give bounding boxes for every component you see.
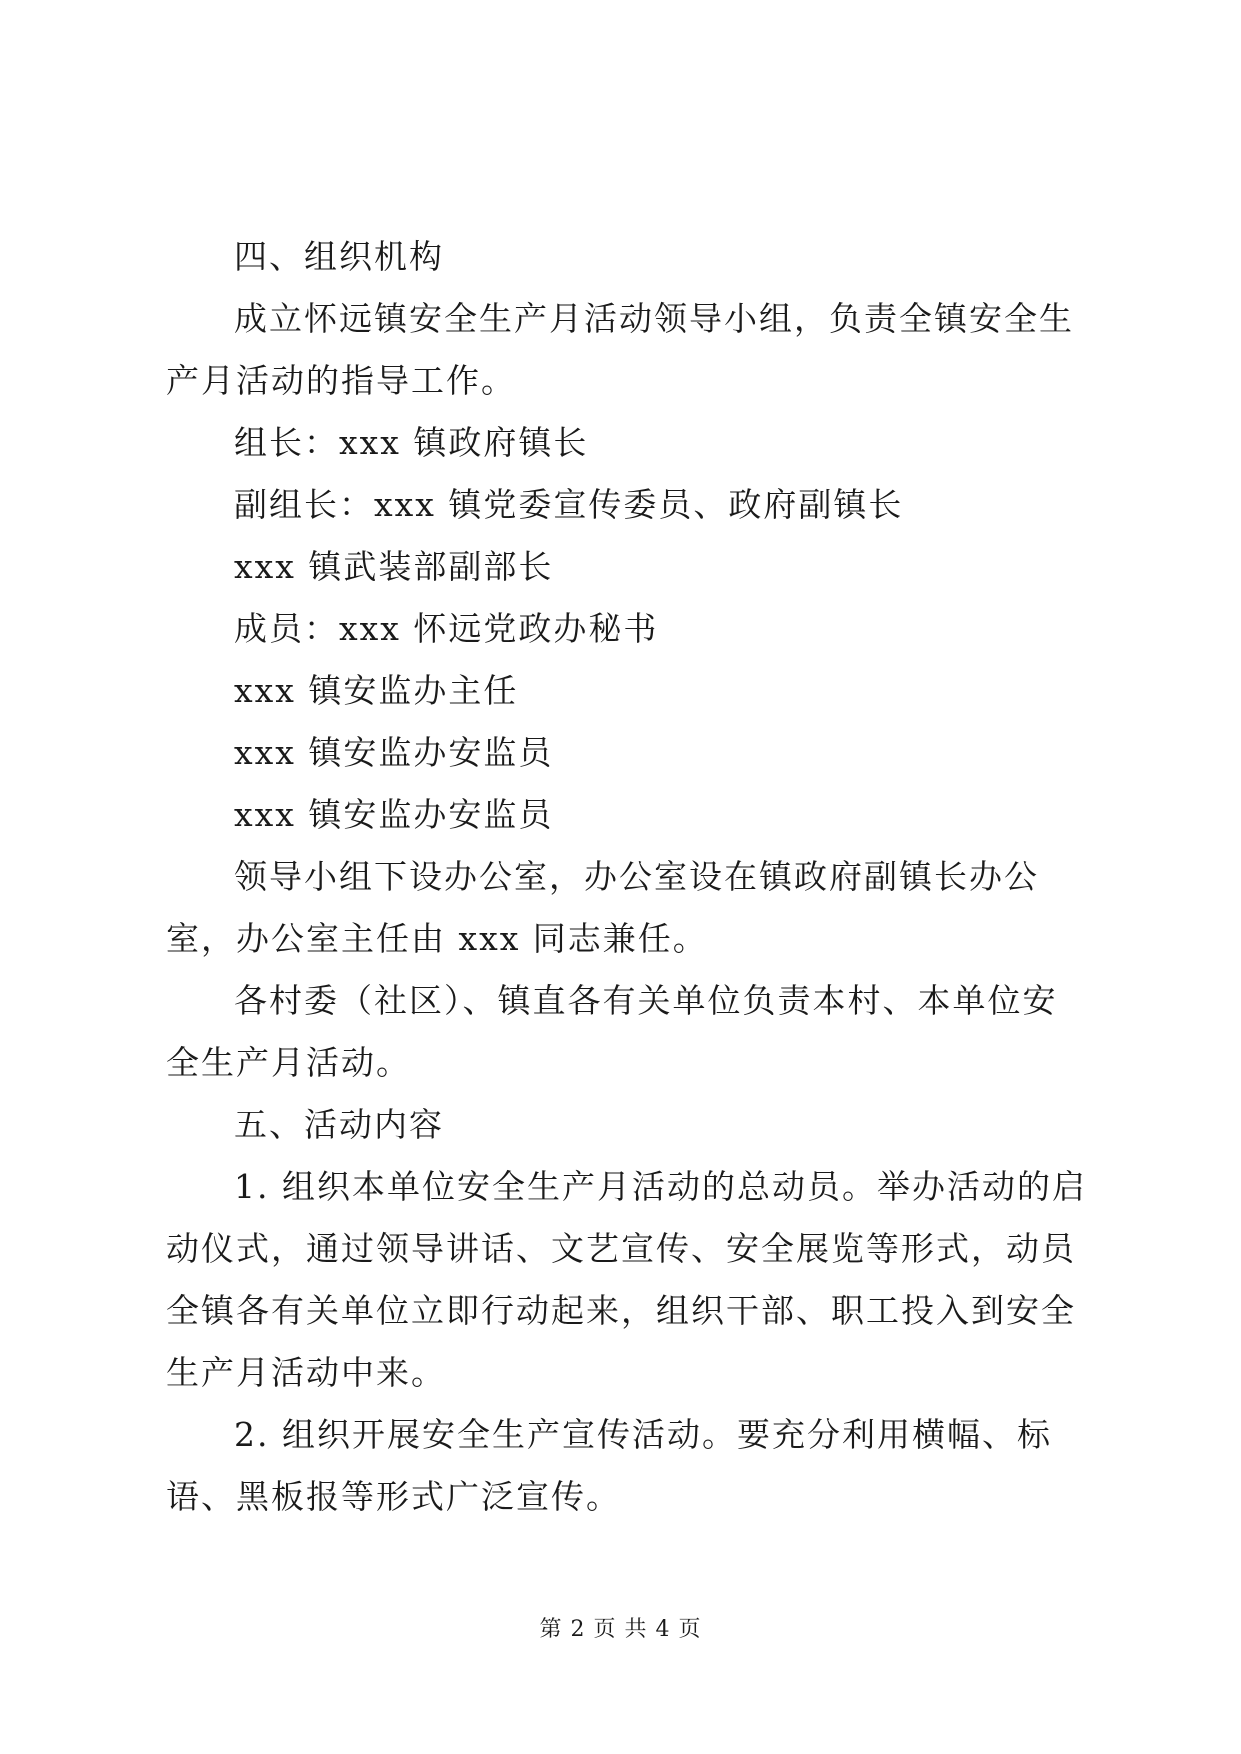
member-line-3: xxx 镇安监办安监员 xyxy=(234,733,554,772)
section-heading-organization: 四、组织机构 xyxy=(234,237,444,276)
member-line-4: xxx 镇安监办安监员 xyxy=(234,795,554,834)
member-line: 成员：xxx 怀远党政办秘书 xyxy=(234,609,659,648)
deputy-leader-line: 副组长：xxx 镇党委宣传委员、政府副镇长 xyxy=(234,485,904,524)
member-line-2: xxx 镇安监办主任 xyxy=(234,671,519,710)
page-number-footer: 第 2 页 共 4 页 xyxy=(539,1617,702,1642)
deputy-leader-line-2: xxx 镇武装部副部长 xyxy=(234,547,554,586)
paragraph-office: 领导小组下设办公室，办公室设在镇政府副镇长办公室，办公室主任由 xxx 同志兼任。 xyxy=(166,857,1039,958)
paragraph-village-committees: 各村委（社区）、镇直各有关单位负责本村、本单位安全生产月活动。 xyxy=(166,981,1058,1082)
document-body xyxy=(166,226,1090,1528)
activity-item-2: 2. 组织开展安全生产宣传活动。要充分利用横幅、标语、黑板报等形式广泛宣传。 xyxy=(166,1415,1052,1516)
activity-item-1: 1. 组织本单位安全生产月活动的总动员。举办活动的启动仪式，通过领导讲话、文艺宣传、安全展览等形式，动员全镇各有关单位立即行动起来，组织干部、职工投入到安全生产月活动中来。 xyxy=(166,1167,1087,1392)
group-leader-line: 组长：xxx 镇政府镇长 xyxy=(234,423,589,462)
section-heading-activities: 五、活动内容 xyxy=(234,1105,444,1144)
paragraph-leadership-group: 成立怀远镇安全生产月活动领导小组，负责全镇安全生产月活动的指导工作。 xyxy=(166,299,1074,400)
